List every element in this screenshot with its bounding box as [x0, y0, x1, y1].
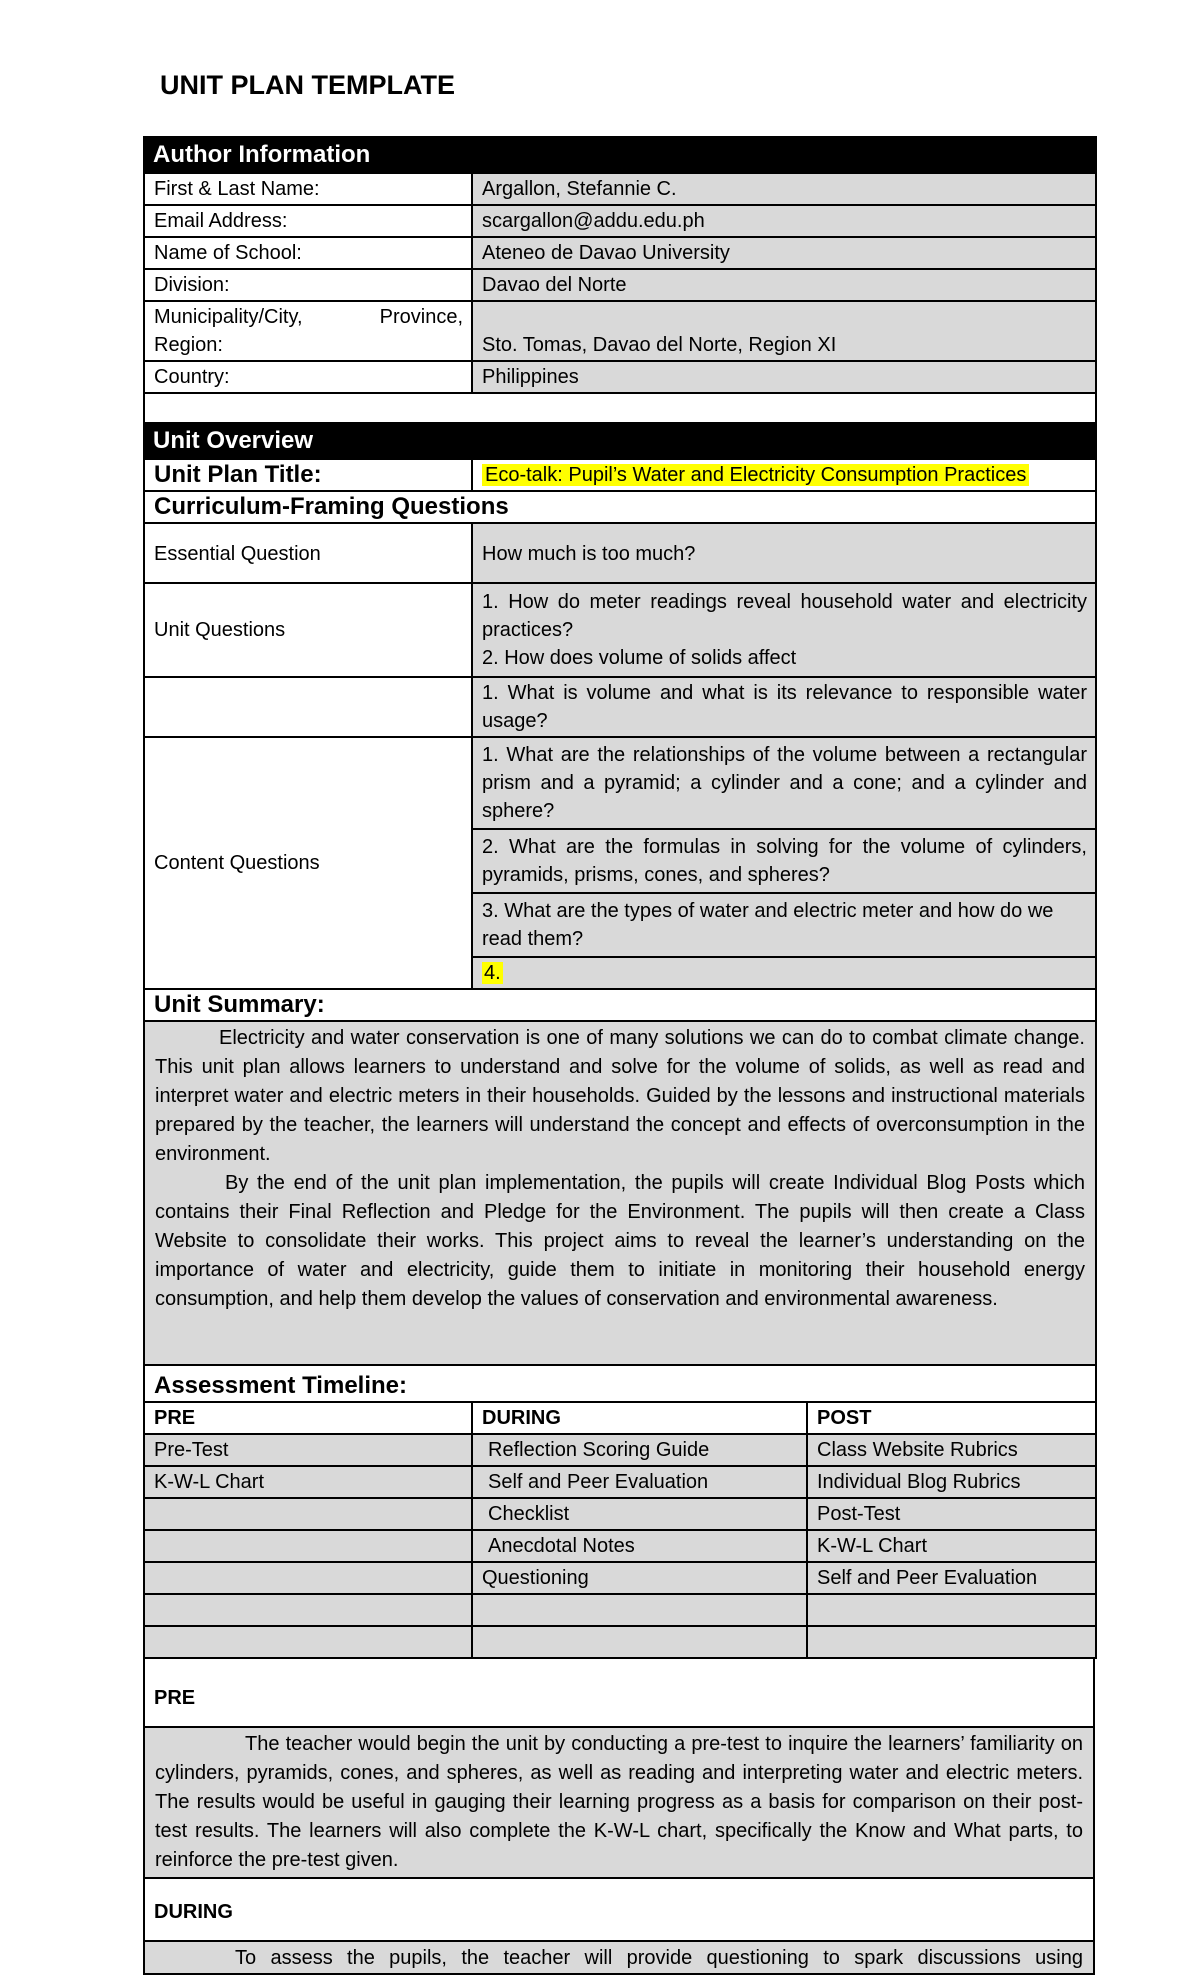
content-questions-label: Content Questions — [144, 737, 472, 989]
unit-summary-heading: Unit Summary: — [144, 989, 1096, 1021]
assessment-row — [144, 1466, 1096, 1498]
unit-plan-form — [143, 136, 1095, 1975]
content-question-row-1 — [144, 737, 1096, 829]
content-question-2: 2. What are the formulas in solving for the volume of cylinders, pyramids, prisms, cones, and spheres? — [472, 829, 1096, 893]
assessment-cell: Self and Peer Evaluation — [472, 1466, 807, 1498]
author-row-location — [144, 301, 1096, 361]
curriculum-framing-heading: Curriculum-Framing Questions — [144, 491, 1096, 523]
author-value: Ateneo de Davao University — [472, 237, 1096, 269]
assessment-cell — [144, 1562, 472, 1594]
assessment-cell: Post-Test — [807, 1498, 1096, 1530]
during-description — [144, 1941, 1094, 1974]
author-label: Division: — [144, 269, 472, 301]
assessment-table — [143, 1401, 1097, 1659]
author-value: Sto. Tomas, Davao del Norte, Region XI — [472, 301, 1096, 361]
assessment-cell — [144, 1626, 472, 1658]
column-header-post: POST — [807, 1402, 1096, 1434]
extra-question-value: 1. What is volume and what is its relevance to responsible water usage? — [472, 677, 1096, 737]
unit-plan-title-label: Unit Plan Title: — [144, 459, 472, 491]
during-paragraph: To assess the pupils, the teacher will provide questioning to spark discussions using — [235, 1947, 1083, 1969]
assessment-cell — [144, 1498, 472, 1530]
assessment-cell: Individual Blog Rubrics — [807, 1466, 1096, 1498]
phase-table — [143, 1657, 1095, 1975]
unit-plan-title-row — [144, 459, 1096, 491]
unit-plan-title-value: Eco-talk: Pupil’s Water and Electricity Consumption Practices — [482, 464, 1029, 486]
assessment-cell — [807, 1594, 1096, 1626]
assessment-cell — [472, 1626, 807, 1658]
assessment-cell — [807, 1626, 1096, 1658]
unit-summary-paragraph: Electricity and water conservation is one of many solutions we can do to combat climate change. This unit plan allows learners to understand and solve for the volume of solids, as well as read and interpret water and electric meters in their households. Guided by the lessons and instructional materials prepared by the teacher, the learners will understand the concept and effects of overconsumption in the environment. — [155, 1027, 1085, 1165]
unit-summary-row — [144, 1021, 1096, 1365]
pre-heading: PRE — [144, 1658, 1094, 1727]
author-row-email — [144, 205, 1096, 237]
column-header-pre: PRE — [144, 1402, 472, 1434]
assessment-cell: Pre-Test — [144, 1434, 472, 1466]
extra-question-row — [144, 677, 1096, 737]
assessment-cell: Reflection Scoring Guide — [472, 1434, 807, 1466]
author-value: Argallon, Stefannie C. — [472, 173, 1096, 205]
author-row-name — [144, 173, 1096, 205]
assessment-cell — [144, 1594, 472, 1626]
assessment-cell — [472, 1594, 807, 1626]
pre-description — [144, 1727, 1094, 1878]
assessment-row — [144, 1594, 1096, 1626]
author-value: scargallon@addu.edu.ph — [472, 205, 1096, 237]
assessment-row — [144, 1530, 1096, 1562]
assessment-cell: K-W-L Chart — [807, 1530, 1096, 1562]
assessment-cell: Class Website Rubrics — [807, 1434, 1096, 1466]
assessment-cell — [144, 1530, 472, 1562]
author-row-school — [144, 237, 1096, 269]
content-question-4: 4. — [484, 962, 501, 984]
pre-paragraph: The teacher would begin the unit by conducting a pre-test to inquire the learners’ familiarity on cylinders, pyramids, cones, and spheres, as well as reading and interpreting water and electric meters. The results would be useful in gauging their learning progress as a basis for comparison on their post-test results. The learners will also complete the K-W-L chart, specifically the Know and What parts, to reinforce the pre-test given. — [155, 1733, 1083, 1871]
assessment-cell: Self and Peer Evaluation — [807, 1562, 1096, 1594]
assessment-timeline-heading: Assessment Timeline: — [144, 1365, 1096, 1402]
document-title: UNIT PLAN TEMPLATE — [160, 70, 455, 100]
unit-questions-row — [144, 583, 1096, 677]
author-row-country — [144, 361, 1096, 393]
unit-summary-paragraph: By the end of the unit plan implementation, the pupils will create Individual Blog Posts which contains their Final Reflection and Pledge for the Environment. The pupils will then create a Class Website to consolidate their works. This project aims to reveal the learner’s understanding on the importance of water and electricity, guide them to initiate in monitoring their household energy consumption, and help them develop the values of conservation and environmental awareness. — [155, 1172, 1085, 1310]
assessment-header-row — [144, 1402, 1096, 1434]
assessment-cell: Checklist — [472, 1498, 807, 1530]
column-header-during: DURING — [472, 1402, 807, 1434]
during-heading: DURING — [144, 1878, 1094, 1941]
content-question-3: 3. What are the types of water and electric meter and how do we read them? — [472, 893, 1096, 957]
author-label: Email Address: — [144, 205, 472, 237]
unit-plan-table — [143, 136, 1097, 1403]
author-label: Name of School: — [144, 237, 472, 269]
assessment-row — [144, 1498, 1096, 1530]
author-value: Philippines — [472, 361, 1096, 393]
essential-question-row — [144, 523, 1096, 583]
unit-overview-heading: Unit Overview — [144, 423, 1096, 459]
unit-questions-label: Unit Questions — [144, 583, 472, 677]
author-value: Davao del Norte — [472, 269, 1096, 301]
assessment-cell: Questioning — [472, 1562, 807, 1594]
essential-question-value: How much is too much? — [472, 523, 1096, 583]
assessment-cell: Anecdotal Notes — [472, 1530, 807, 1562]
author-label: Country: — [144, 361, 472, 393]
author-label: First & Last Name: — [144, 173, 472, 205]
assessment-cell: K-W-L Chart — [144, 1466, 472, 1498]
author-row-division — [144, 269, 1096, 301]
content-question-1: 1. What are the relationships of the volume between a rectangular prism and a pyramid; a cylinder and a cone; and a cylinder and sphere? — [472, 737, 1096, 829]
spacer-row — [144, 393, 1096, 423]
unit-question-2: 2. How does volume of solids affect — [482, 647, 797, 669]
assessment-row — [144, 1434, 1096, 1466]
author-label: Municipality/City, Province, Region: — [144, 301, 472, 361]
assessment-row — [144, 1626, 1096, 1658]
essential-question-label: Essential Question — [144, 523, 472, 583]
author-information-heading: Author Information — [144, 137, 1096, 173]
assessment-row — [144, 1562, 1096, 1594]
unit-question-1: 1. How do meter readings reveal household water and electricity practices? — [482, 591, 1087, 641]
